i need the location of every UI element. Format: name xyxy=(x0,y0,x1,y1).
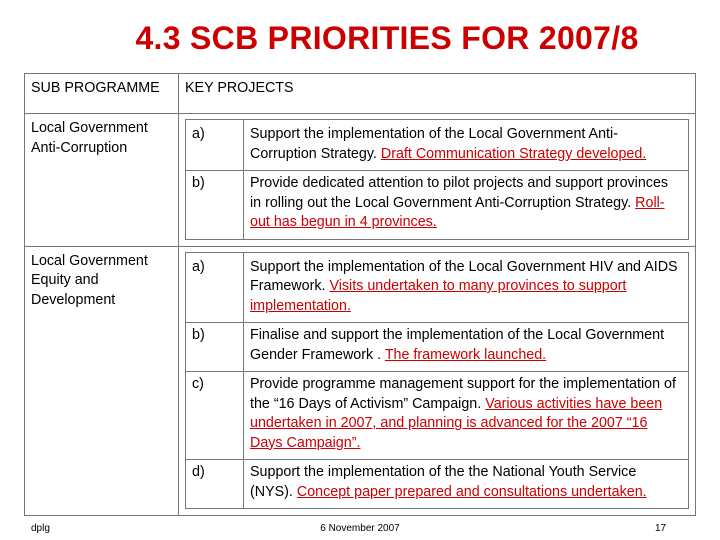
item-content xyxy=(244,460,689,509)
item-label: c) xyxy=(186,372,244,460)
item-progress-note: Various activities have been undertaken in 2007, and planning is advanced for the 2007 “16 Days Campaign”. xyxy=(250,395,663,451)
slide-title: 4.3 SCB PRIORITIES FOR 2007/8 xyxy=(135,20,639,56)
item-label: a) xyxy=(186,252,244,323)
item-content xyxy=(244,323,689,372)
item-text: Provide dedicated attention to pilot projects and support provinces in rolling out the Local Government Anti-Corruption Strategy. xyxy=(250,175,669,211)
item-text: Provide programme management support for the implementation of the “16 Days of Activism” Campaign. xyxy=(250,376,676,412)
key-projects-cell xyxy=(179,114,696,247)
list-item xyxy=(186,460,689,509)
item-content xyxy=(244,120,689,171)
item-content xyxy=(244,372,689,460)
footer-organisation: dplg xyxy=(31,523,50,534)
header-sub-programme: SUB PROGRAMME xyxy=(25,74,179,114)
key-projects-cell xyxy=(179,246,696,516)
item-progress-note: Visits undertaken to many provinces to support implementation. xyxy=(250,278,627,314)
list-item xyxy=(186,171,689,240)
list-item xyxy=(186,252,689,323)
item-text: Support the implementation of the Local Government HIV and AIDS Framework. xyxy=(250,258,678,294)
item-content xyxy=(244,171,689,240)
table-header-row xyxy=(25,74,696,114)
item-content xyxy=(244,252,689,323)
list-item xyxy=(186,323,689,372)
sub-programme-cell: Local Government Equity and Development xyxy=(25,246,179,516)
item-progress-note: Concept paper prepared and consultations undertaken. xyxy=(296,483,647,500)
item-text: Support the implementation of the the National Youth Service (NYS). xyxy=(250,464,637,500)
table-row xyxy=(25,246,696,516)
item-progress-note: Roll-out has begun in 4 provinces. xyxy=(250,194,665,230)
item-label: b) xyxy=(186,171,244,240)
sub-programme-cell: Local Government Anti-Corruption xyxy=(25,114,179,247)
item-label: b) xyxy=(186,323,244,372)
list-item xyxy=(186,120,689,171)
item-label: a) xyxy=(186,120,244,171)
footer-date: 6 November 2007 xyxy=(320,523,400,534)
table-row xyxy=(25,114,696,247)
project-list xyxy=(185,252,689,510)
item-label: d) xyxy=(186,460,244,509)
priorities-table xyxy=(24,73,696,516)
page-number: 17 xyxy=(655,523,667,534)
item-text: Support the implementation of the Local Government Anti-Corruption Strategy. xyxy=(250,126,618,162)
item-progress-note: The framework launched. xyxy=(384,346,547,363)
header-key-projects: KEY PROJECTS xyxy=(179,74,696,114)
list-item xyxy=(186,372,689,460)
item-text: Finalise and support the implementation of the Local Government Gender Framework . xyxy=(250,327,665,363)
item-progress-note: Draft Communication Strategy developed. xyxy=(380,145,647,162)
project-list xyxy=(185,119,689,240)
